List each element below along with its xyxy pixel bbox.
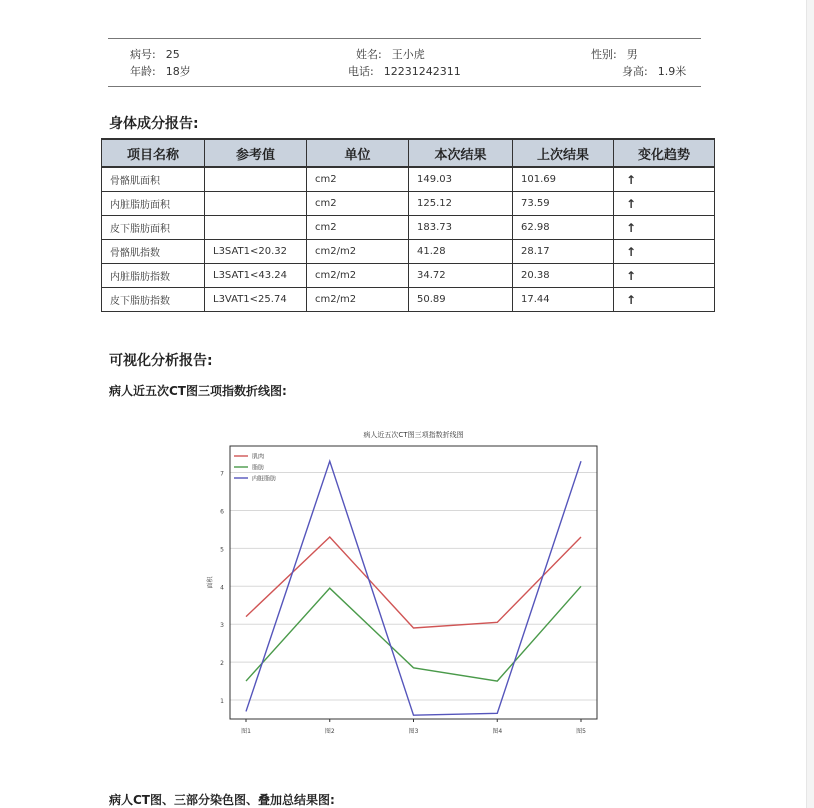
- cell-reference: L3SAT1<43.24: [205, 264, 307, 288]
- body-composition-title: 身体成分报告:: [109, 116, 199, 132]
- legend-label: 肌肉: [252, 453, 265, 461]
- cell-last: 17.44: [513, 288, 614, 312]
- gender-value: 男: [626, 48, 638, 61]
- bottom-divider: [108, 86, 701, 87]
- bed-value: 25: [165, 48, 180, 61]
- trend-up-icon: ↑: [614, 192, 715, 216]
- cell-last: 20.38: [513, 264, 614, 288]
- x-tick-label: 图1: [241, 728, 251, 735]
- phone-label: 电话:: [348, 65, 374, 78]
- x-tick-label: 图3: [408, 728, 419, 735]
- y-tick-label: 4: [220, 584, 224, 592]
- cell-reference: L3SAT1<20.32: [205, 240, 307, 264]
- cell-reference: [205, 167, 307, 192]
- visual-analysis-title: 可视化分析报告:: [109, 353, 213, 369]
- bed-label: 病号:: [130, 48, 156, 61]
- table-row: [102, 216, 715, 240]
- patient-height: [622, 63, 686, 79]
- table-row: [102, 167, 715, 192]
- y-tick-label: 1: [220, 698, 224, 706]
- x-tick-label: 图5: [576, 728, 586, 735]
- y-axis-label: 面积: [207, 576, 214, 589]
- y-tick-label: 7: [220, 470, 224, 478]
- table-row: [102, 288, 715, 312]
- trend-up-icon: ↑: [614, 216, 715, 240]
- cell-unit: cm2: [307, 167, 409, 192]
- cell-name: 骨骼肌面积: [102, 167, 205, 192]
- cell-last: 28.17: [513, 240, 614, 264]
- legend-label: 内脏脂肪: [252, 475, 277, 483]
- height-value: 1.9米: [657, 65, 687, 78]
- trend-up-icon: ↑: [614, 167, 715, 192]
- ct-images-caption: 病人CT图、三部分染色图、叠加总结果图:: [109, 793, 335, 807]
- cell-last: 101.69: [513, 167, 614, 192]
- cell-current: 149.03: [409, 167, 513, 192]
- cell-name: 内脏脂肪面积: [102, 192, 205, 216]
- col-header-item: 项目名称: [102, 139, 205, 167]
- cell-reference: [205, 192, 307, 216]
- line-chart-svg: [200, 422, 620, 742]
- cell-current: 125.12: [409, 192, 513, 216]
- age-value: 18岁: [165, 65, 191, 78]
- patient-name: [356, 46, 425, 62]
- cell-unit: cm2/m2: [307, 240, 409, 264]
- name-label: 姓名:: [356, 48, 382, 61]
- col-header-current: 本次结果: [409, 139, 513, 167]
- patient-gender: [591, 46, 638, 62]
- cell-unit: cm2/m2: [307, 264, 409, 288]
- cell-name: 皮下脂肪指数: [102, 288, 205, 312]
- height-label: 身高:: [622, 65, 648, 78]
- trend-up-icon: ↑: [614, 288, 715, 312]
- cell-current: 183.73: [409, 216, 513, 240]
- patient-age: [130, 63, 191, 79]
- x-tick-label: 图4: [492, 728, 503, 735]
- line-chart: [200, 422, 620, 742]
- series-line-脂肪: [246, 586, 581, 681]
- cell-last: 73.59: [513, 192, 614, 216]
- patient-phone: [348, 63, 461, 79]
- phone-value: 12231242311: [383, 65, 461, 78]
- cell-current: 34.72: [409, 264, 513, 288]
- cell-unit: cm2/m2: [307, 288, 409, 312]
- plot-frame: [230, 446, 597, 719]
- chart-title: 病人近五次CT图三项指数折线图: [363, 431, 464, 439]
- age-label: 年龄:: [130, 65, 156, 78]
- cell-current: 41.28: [409, 240, 513, 264]
- trend-up-icon: ↑: [614, 264, 715, 288]
- col-header-unit: 单位: [307, 139, 409, 167]
- gender-label: 性别:: [591, 48, 617, 61]
- cell-last: 62.98: [513, 216, 614, 240]
- y-tick-label: 6: [220, 508, 224, 516]
- y-tick-label: 2: [220, 660, 224, 668]
- table-row: [102, 240, 715, 264]
- body-composition-table: [101, 138, 715, 312]
- cell-unit: cm2: [307, 192, 409, 216]
- cell-current: 50.89: [409, 288, 513, 312]
- top-divider: [108, 38, 701, 39]
- cell-name: 骨骼肌指数: [102, 240, 205, 264]
- cell-reference: [205, 216, 307, 240]
- cell-name: 皮下脂肪面积: [102, 216, 205, 240]
- table-header-row: [102, 139, 715, 167]
- name-value: 王小虎: [391, 48, 425, 61]
- cell-name: 内脏脂肪指数: [102, 264, 205, 288]
- x-tick-label: 图2: [324, 728, 335, 735]
- col-header-reference: 参考值: [205, 139, 307, 167]
- col-header-last: 上次结果: [513, 139, 614, 167]
- legend-label: 脂肪: [252, 464, 265, 472]
- table-row: [102, 192, 715, 216]
- table-row: [102, 264, 715, 288]
- y-tick-label: 5: [220, 546, 224, 554]
- trend-up-icon: ↑: [614, 240, 715, 264]
- col-header-trend: 变化趋势: [614, 139, 715, 167]
- cell-reference: L3VAT1<25.74: [205, 288, 307, 312]
- bed-number: [130, 46, 180, 62]
- y-tick-label: 3: [220, 622, 224, 630]
- cell-unit: cm2: [307, 216, 409, 240]
- line-chart-caption: 病人近五次CT图三项指数折线图:: [109, 384, 287, 398]
